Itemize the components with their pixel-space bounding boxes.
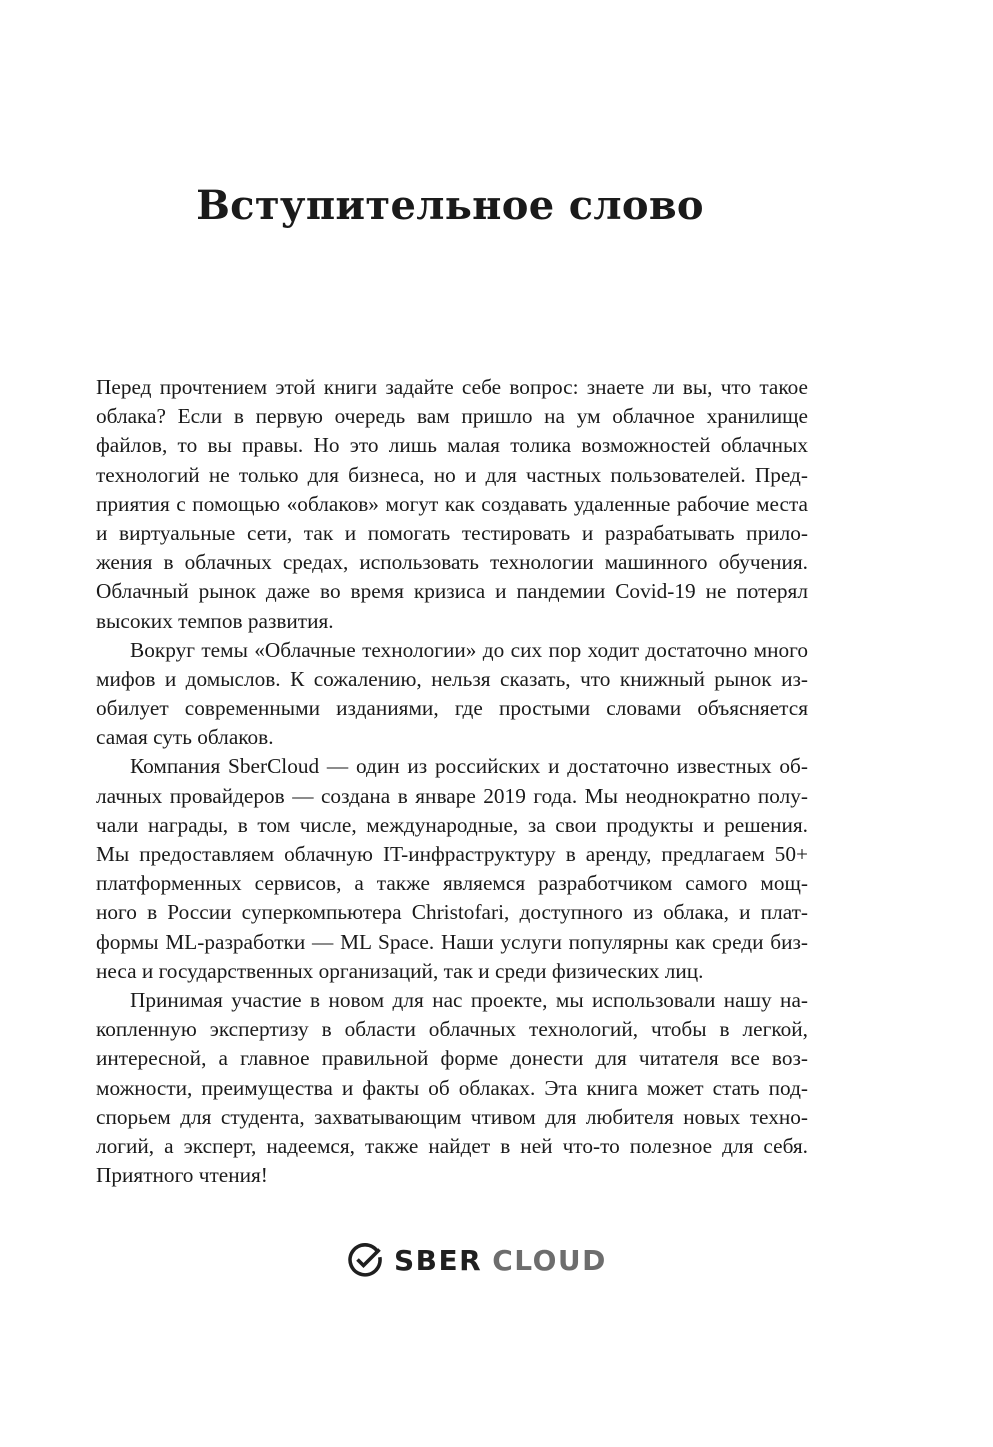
- text-line: интересной, а главное правильной форме донести для читателя все воз-: [96, 1046, 808, 1071]
- text-line: файлов, то вы правы. Но это лишь малая толика возможностей облачных: [96, 433, 808, 458]
- paragraph-3: [96, 752, 808, 986]
- text-line: Принимая участие в новом для нас проекте, мы использовали нашу на-: [130, 987, 808, 1012]
- text-line: и виртуальные сети, так и помогать тестировать и разрабатывать прило-: [96, 520, 808, 545]
- text-line: технологий не только для бизнеса, но и для частных пользователей. Пред-: [96, 462, 808, 487]
- text-line: высоких темпов развития.: [96, 608, 334, 633]
- sber-check-circle-icon: [346, 1241, 384, 1279]
- paragraph-2: [96, 636, 808, 753]
- text-line: Облачный рынок даже во время кризиса и пандемии Covid-19 не потерял: [96, 579, 808, 604]
- text-line: копленную экспертизу в области облачных технологий, чтобы в легкой,: [96, 1017, 808, 1042]
- text-line: лачных провайдеров — создана в январе 2019 года. Мы неоднократно полу-: [96, 783, 808, 808]
- text-line: Компания SberCloud — один из российских и достаточно известных об-: [130, 754, 808, 779]
- text-line: мифов и домыслов. К сожалению, нельзя сказать, что книжный рынок из-: [96, 666, 808, 691]
- sber-cloud-logo: [346, 1238, 607, 1282]
- text-line: можности, преимущества и факты об облаках. Эта книга может стать под-: [96, 1075, 808, 1100]
- text-line: спорьем для студента, захватывающим чтивом для любителя новых техно-: [96, 1104, 808, 1129]
- paragraph-1: [96, 373, 808, 636]
- paragraph-4: [96, 986, 808, 1190]
- text-line: облака? Если в первую очередь вам пришло на ум облачное хранилище: [96, 404, 808, 429]
- text-line: самая суть облаков.: [96, 725, 274, 750]
- text-line: обилует современными изданиями, где простыми словами объясняется: [96, 696, 808, 721]
- text-line: логий, а эксперт, надеемся, также найдет в ней что-то полезное для себя.: [96, 1133, 808, 1158]
- body-text: [96, 373, 808, 1190]
- text-line: платформенных сервисов, а также являемся разработчиком самого мощ-: [96, 871, 808, 896]
- text-line: Мы предоставляем облачную IT-инфраструктуру в аренду, предлагаем 50+: [96, 842, 808, 866]
- text-line: чали награды, в том числе, международные, за свои продукты и решения.: [96, 812, 808, 837]
- logo-word-sber: SBER: [394, 1243, 483, 1277]
- text-line: формы ML-разработки — ML Space. Наши услуги популярны как среди биз-: [96, 929, 808, 954]
- text-line: Приятного чтения!: [96, 1163, 268, 1188]
- text-line: Вокруг темы «Облачные технологии» до сих пор ходит достаточно много: [130, 637, 808, 662]
- logo-word-cloud: CLOUD: [492, 1243, 607, 1277]
- logo-wordmark: [394, 1244, 607, 1277]
- text-line: неса и государственных организаций, так и среди физических лиц.: [96, 958, 704, 983]
- page-title: Вступительное слово: [196, 182, 704, 229]
- text-line: ного в России суперкомпьютера Christofari, доступного из облака, и плат-: [96, 900, 808, 925]
- text-line: приятия с помощью «облаков» могут как создавать удаленные рабочие места: [96, 491, 808, 516]
- text-line: жения в облачных средах, использовать технологии машинного обучения.: [96, 550, 808, 575]
- text-line: Перед прочтением этой книги задайте себе вопрос: знаете ли вы, что такое: [96, 375, 808, 399]
